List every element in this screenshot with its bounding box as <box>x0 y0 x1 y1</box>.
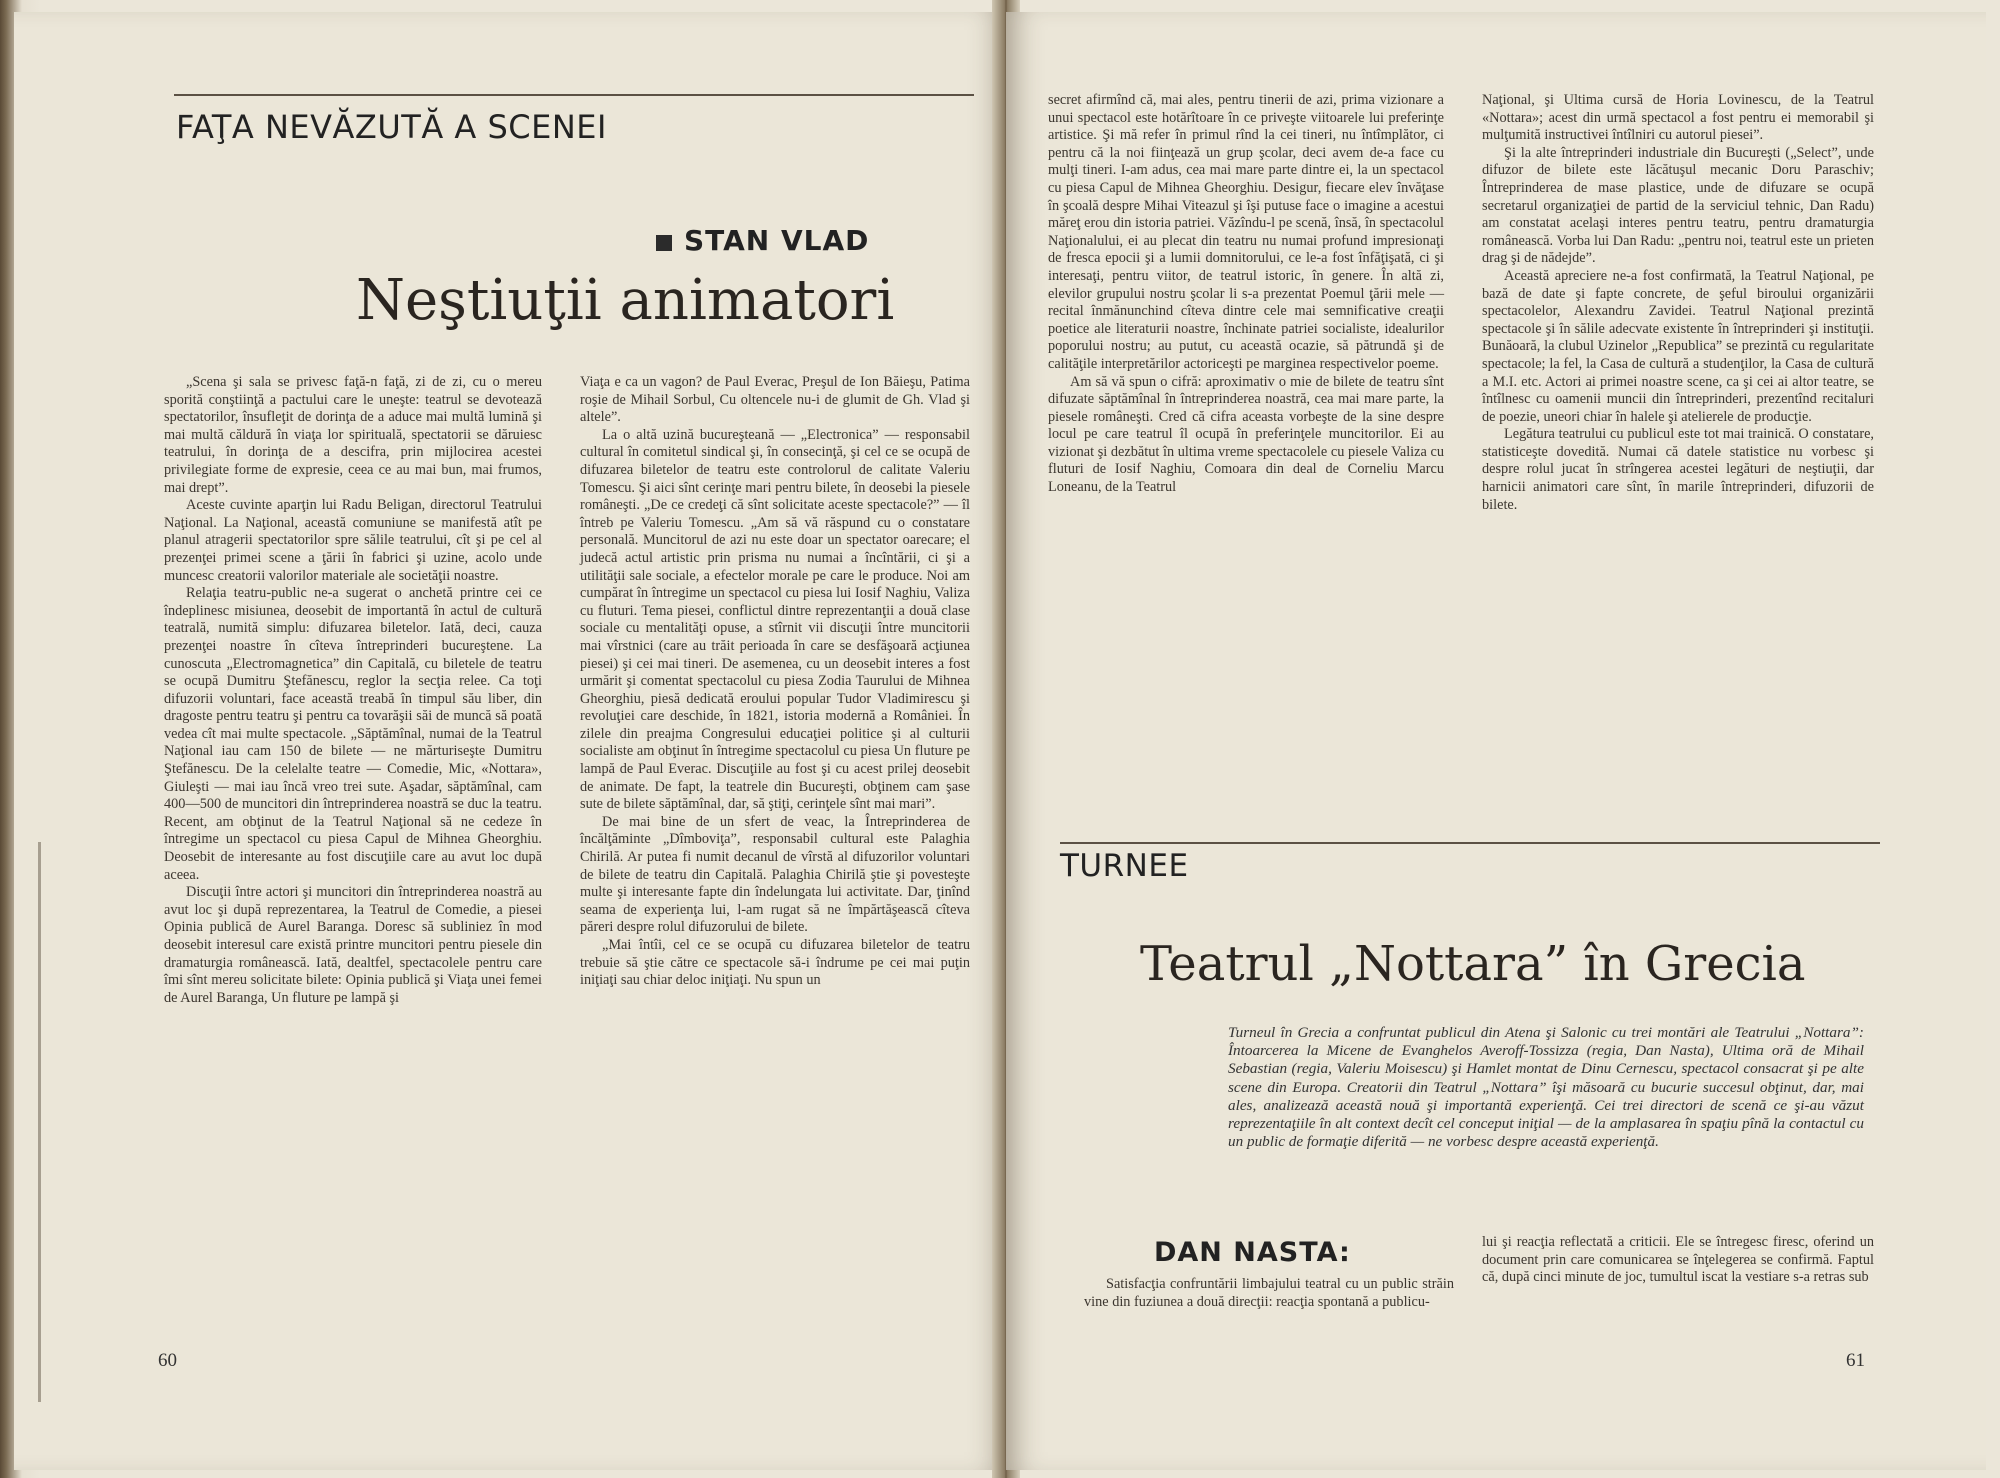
speaker-heading: DAN NASTA: <box>1154 1237 1351 1268</box>
paragraph: lui şi reacţia reflectată a criticii. Ele se întregesc firesc, oferind un document prin care comunicarea se înţelegerea se confirmă. Faptul că, după cinci minute de joc, tumultul iscat la vestiare s-a retras sub <box>1482 1234 1874 1286</box>
paragraph: secret afirmînd că, mai ales, pentru tinerii de azi, prima vizionare a unui spectacol este hotărîtoare în ce priveşte viitoarele lui preferinţe artistice. Şi mă refer în primul rînd la cei tineri, nu întîmplător, ci pentru că la noi fiinţează un grup şcolar, deci avem de-a face cu mulţi tineri. I-am adus, cea mai mare parte dintre ei, la un spectacol cu piesa Capul de Mihnea Gheorghiu. Desigur, fiecare elev învăţase în şcoală despre Mihai Viteazul şi îşi putuse face o imagine a acestui măreţ erou din istoria patriei. Văzîndu-l pe scenă, însă, în spectacolul Naţionalului, ei au plecat din teatru nu numai profund impresionaţi de fresca epocii şi a lumii domnitorului, ce le-a fost înfăţişată, ci şi interesaţi, pentru viitor, de teatrul istoric, în genere. În altă zi, elevilor grupului nostru şcolar li s-a prezentat Poemul ţării mele — recital înmănunchind cîteva dintre cele mai semnificative creaţii poetice ale literaturii noastre, închinate patriei socialiste, idealurilor poporului nostru; au putut, cu această ocazie, să pătrundă şi de calităţile interpretărilor actoriceşti pe marginea respectivelor poeme. <box>1048 92 1444 372</box>
paragraph: Am să vă spun o cifră: aproximativ o mie de bilete de teatru sînt difuzate săptămînal în întreprinderea noastră, cea mai mare parte, la piesele româneşti. Cred că cifra aceasta vorbeşte de la sine despre locul pe care teatrul îl ocupă în preferinţele muncitorilor. Ei au vizionat şi dezbătut în ultima vreme spectacolele cu piesele Valiza cu fluturi de Iosif Naghiu, Comoara din deal de Corneliu Marcu Loneanu, de la Teatrul <box>1048 373 1444 496</box>
article-intro: Turneul în Grecia a confruntat publicul din Atena şi Salonic cu trei montări ale Teatrului „Nottara”: Întoarcerea la Micene de Evanghelos Averoff-Tossizza (regia, Dan Nasta), Ultima oră de Mihail Sebastian (regia, Valeriu Moisescu) şi Hamlet montat de Dinu Cernescu, spectacol consacrat şi pe alte scene din Europa. Creatorii din Teatrul „Nottara” îşi măsoară cu bucurie succesul obţinut, dar, mai ales, analizează această nouă şi importantă experienţă. Cei trei directori de scenă ce şi-au văzut reprezentaţiile în alt context decît cel conceput iniţial — de la amplasarea în spaţiu pînă la contactul cu un public de formaţie diferită — ne vorbesc despre această experienţă. <box>1228 1024 1864 1151</box>
margin-rule <box>38 842 41 1402</box>
right-page <box>1006 12 1986 1470</box>
section-heading-turnee: TURNEE <box>1060 848 1189 884</box>
paragraph: Aceste cuvinte aparţin lui Radu Beligan, directorul Teatrului Naţional. La Naţional, această comuniune se manifestă atît pe planul atragerii spectatorilor spre sălile teatrului, cît şi pe cel al prezenţei primei scene a ţării în fabrici şi uzine, acolo unde muncesc creatorii valorilor materiale ale societăţii noastre. <box>164 497 542 584</box>
paragraph: „Scena şi sala se privesc faţă-n faţă, zi de zi, cu o mereu sporită conştiinţă a pactului care le uneşte: teatrul se devotează spectatorilor, însufleţit de dorinţa de a aduce mai multă lumină şi mai multă căldură în viaţa lor spirituală, spectatorii se dăruiesc teatrului, în dorinţa de a descifra, prin mijlocirea acestei privilegiate forme de expresie, ceea ce au mai bun, mai frumos, mai drept”. <box>164 374 542 496</box>
text-column-4 <box>1482 92 1874 514</box>
left-page <box>14 12 1006 1470</box>
page-number-right: 61 <box>1846 1350 1865 1371</box>
paragraph: La o altă uzină bucureşteană — „Electronica” — responsabil cultural în comitetul sindical şi, în consecinţă, şi cel ce se ocupă de difuzarea biletelor de teatru este controlorul de calitate Valeriu Tomescu. Şi aici sînt cerinţe mari pentru bilete, în deosebi la piesele româneşti. „De ce credeţi că sînt solicitate aceste spectacole?” — îl întreb pe Valeriu Tomescu. „Am să vă răspund cu o constatare personală. Muncitorul de azi nu este doar un spectator oarecare; el judecă actul artistic prin prisma nu numai a încîntării, ci şi a utilităţii sale sociale, a efectelor morale pe care le produce. Noi am cumpărat în întregime un spectacol cu piesa lui Iosif Naghiu, Valiza cu fluturi. Tema piesei, conflictul dintre reprezentanţii a două clase sociale cu mentalităţi opuse, a stîrnit vii discuţii între muncitorii mai vîrstnici (care au trăit perioada în care se desfăşoară acţiunea piesei) şi cei mai tineri. De asemenea, cu un deosebit interes a fost urmărit şi comentat spectacolul cu piesa Zodia Taurului de Mihnea Gheorghiu, piesă dedicată eroului popular Tudor Vladimirescu şi revoluţiei care deschide, în 1821, istoria modernă a României. În zilele din preajma Congresului educaţiei politice şi al culturii socialiste am obţinut în întregime spectacolul cu piesa Un fluture pe lampă de Paul Everac. Discuţiile au fost şi cu acest prilej deosebit de animate. De fapt, la teatrele din Bucureşti, obţinem cam şase sute de bilete săptămînal, dar, să ştiţi, cerinţele sînt mai mari”. <box>580 426 970 813</box>
author-byline <box>656 224 869 257</box>
paragraph: Naţional, şi Ultima cursă de Horia Lovinescu, de la Teatrul «Nottara»; acest din urmă spectacol a fost pentru ei memorabil şi mulţumită instructivei întîlniri cu autorul piesei”. <box>1482 92 1874 144</box>
paragraph: Viaţa e ca un vagon? de Paul Everac, Preşul de Ion Băieşu, Patima roşie de Mihail Sorbul, Cu oltencele nu-i de glumit de Gh. Vlad şi altele”. <box>580 374 970 426</box>
page-number: 60 <box>158 1350 177 1371</box>
paragraph: Şi la alte întreprinderi industriale din Bucureşti („Select”, unde difuzor de bilete este lăcătuşul mecanic Doru Paraschiv; Întreprinderea de mase plastice, unde de difuzare se ocupă secretarul organizaţiei de partid de la serviciul tehnic, Dan Radu) am constatat acelaşi interes pentru teatru, pentru dramaturgia românească. Vorba lui Dan Radu: „pentru noi, teatrul este un prieten drag şi de nădejde”. <box>1482 144 1874 267</box>
section-rule <box>1060 842 1880 844</box>
square-bullet-icon <box>656 235 672 251</box>
section-heading: FAŢA NEVĂZUTĂ A SCENEI <box>176 108 607 146</box>
top-rule <box>174 94 974 96</box>
paragraph: Această apreciere ne-a fost confirmată, la Teatrul Naţional, pe bază de date şi fapte concrete, de şeful biroului organizării spectacolelor, Alexandru Zavidei. Teatrul Naţional prezintă spectacole şi în sălile adecvate existente în întreprinderi şi instituţii. Bunăoară, la clubul Uzinelor „Republica” se prezintă cu regularitate spectacole; la fel, la Casa de cultură a studenţilor, la Casa de cultură a M.I. etc. Actori ai primei noastre scene, ca şi cei ai altor teatre, se întîlnesc cu oamenii muncii din întreprinderi, prezentînd recitaluri de poezie, uneori chiar în halele şi atelierele de producţie. <box>1482 267 1874 425</box>
article-title-2: Teatrul „Nottara” în Grecia <box>1140 936 1806 992</box>
text-column-5 <box>1084 1276 1454 1311</box>
paragraph: Legătura teatrului cu publicul este tot mai trainică. O constatare, statisticeşte dovedită. Numai că datele statistice nu vorbesc şi despre rolul jucat în strîngerea acestei legături de neştiuţii, dar harnicii animatori care sînt, în marile întreprinderi, difuzorii de bilete. <box>1482 426 1874 513</box>
text-column-3 <box>1048 92 1444 497</box>
author-name: STAN VLAD <box>684 224 870 257</box>
text-column-1 <box>164 374 542 1007</box>
paragraph: Relaţia teatru-public ne-a sugerat o anchetă printre cei ce îndeplinesc misiunea, deosebit de importantă în actul de cultură teatrală, numită simplu: difuzarea biletelor. Iată, deci, cauza prezenţei noastre în cîteva întreprinderi bucureştene. La cunoscuta „Electromagnetica” din Capitală, cu biletele de teatru se ocupă Dumitru Ştefănescu, reglor la secţia relee. Ca toţi difuzorii voluntari, face această treabă în timpul său liber, din dragoste pentru teatru şi pentru ca tovarăşii săi de muncă să poată vedea cît mai multe spectacole. „Săptămînal, numai de la Teatrul Naţional iau cam 150 de bilete — ne mărturiseşte Dumitru Ştefănescu. De la celelalte teatre — Comedie, Mic, «Nottara», Giuleşti — mai iau încă vreo trei sute. Aşadar, săptămînal, cam 400—500 de muncitori din întreprinderea noastră se duc la teatru. Recent, am obţinut de la Teatrul Naţional să ne cedeze în întregime un spectacol cu piesa Capul de Mihnea Gheorghiu. Deosebit de interesante au fost discuţiile care au avut loc după aceea. <box>164 585 542 883</box>
paragraph: Satisfacţia confruntării limbajului teatral cu un public străin vine din fuziunea a două direcţii: reacţia spontană a publicu- <box>1084 1276 1454 1310</box>
text-column-2 <box>580 374 970 990</box>
article-title: Neştiuţii animatori <box>356 268 895 333</box>
text-column-6 <box>1482 1234 1874 1287</box>
paragraph: De mai bine de un sfert de veac, la Întreprinderea de încălţăminte „Dîmboviţa”, responsabil cultural este Palaghia Chirilă. Ar putea fi numit decanul de vîrstă al difuzorilor voluntari de bilete de teatru din Capitală. Palaghia Chirilă ştie şi povesteşte multe şi interesante fapte din îndelungata lui activitate. Dar, ţinînd seama de experienţa lui, l-am rugat să ne împărtăşească cîteva păreri despre rolul difuzorului de bilete. <box>580 813 970 936</box>
paragraph: „Mai întîi, cel ce se ocupă cu difuzarea biletelor de teatru trebuie să ştie către ce spectacole să-i îndrume pe cei mai puţin iniţiaţi sau chiar deloc iniţiaţi. Nu spun un <box>580 937 970 989</box>
paragraph: Discuţii între actori şi muncitori din întreprinderea noastră au avut loc şi după reprezentarea, la Teatrul de Comedie, a piesei Opinia publică de Aurel Baranga. Doresc să subliniez în mod deosebit interesul care există printre muncitori pentru piesele din dramaturgia românească. Iată, dealtfel, spectacolele pentru care îmi sînt mereu solicitate bilete: Opinia publică şi Viaţa unei femei de Aurel Baranga, Un fluture pe lampă şi <box>164 884 542 1006</box>
